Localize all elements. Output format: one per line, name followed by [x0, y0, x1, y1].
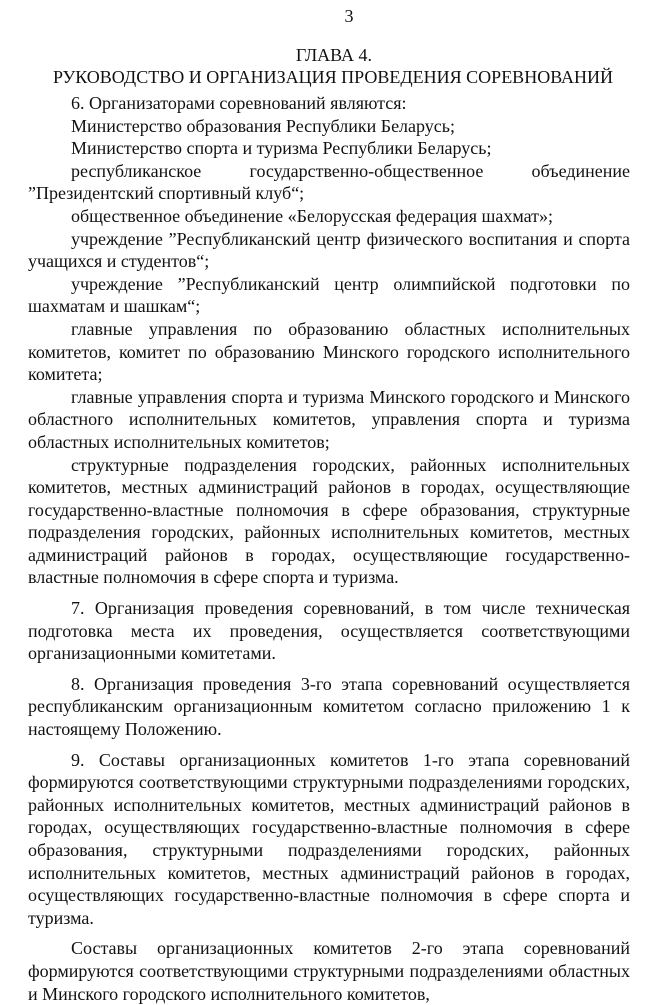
chapter-title: РУКОВОДСТВО И ОРГАНИЗАЦИЯ ПРОВЕДЕНИЯ СОРЕВНОВАНИЙ [52, 67, 614, 87]
paragraph-item-9-continued: Составы организационных комитетов 2-го этапа соревнований формируются соответствующими структурными подразделениями областных и Минского городского исполнительного комитетов, [28, 938, 630, 1004]
paragraph-structural-units: структурные подразделения городских, районных исполнительных комитетов, местных администраций районов в городах, осуществляющие государственно-властные полномочия в сфере образования, структурные подразделения городских, районных исполнительных комитетов, местных администраций районов в городах, осуществляющие государственно-властные полномочия в сфере спорта и туризма. [28, 454, 630, 588]
paragraph-item-8: 8. Организация проведения 3-го этапа соревнований осуществляется республиканским организационным комитетом согласно приложению 1 к настоящему Положению. [28, 673, 630, 740]
page-number: 3 [344, 6, 354, 26]
paragraph-item-9: 9. Составы организационных комитетов 1-го этапа соревнований формируются соответствующими структурными подразделениями городских, районных исполнительных комитетов, местных администраций районов в городах, осуществляющих государственно-властные полномочия в сфере образования, структурными подразделениями городских, районных исполнительных комитетов, местных администраций районов в городах, осуществляющих государственно-властные полномочия в сфере спорта и туризма. [28, 749, 630, 928]
paragraph-presidential-club: республиканское государственно-общественное объединение ”Президентский спортивный клуб“; [28, 160, 630, 204]
paragraph-sport-departments: главные управления спорта и туризма Минского городского и Минского областного исполнительных комитетов, управления спорта и туризма областных исполнительных комитетов; [28, 386, 630, 452]
paragraph-physical-education-center: учреждение ”Республиканский центр физического воспитания и спорта учащихся и студентов“; [28, 228, 630, 272]
paragraph-item-7: 7. Организация проведения соревнований, в том числе техническая подготовка места их проведения, осуществляется соответствующими организационными комитетами. [28, 598, 630, 664]
paragraph-organizers-intro: 6. Организаторами соревнований являются: [71, 93, 407, 113]
paragraph-ministry-education: Министерство образования Республики Беларусь; [71, 115, 455, 136]
paragraph-olympic-center: учреждение ”Республиканский центр олимпийской подготовки по шахматам и шашкам“; [28, 273, 630, 317]
paragraph-ministry-sport: Министерство спорта и туризма Республики Беларусь; [71, 138, 492, 159]
paragraph-chess-federation: общественное объединение «Белорусская федерация шахмат»; [71, 205, 554, 226]
paragraph-education-departments: главные управления по образованию областных исполнительных комитетов, комитет по образованию Минского городского исполнительного комитета; [28, 318, 630, 385]
chapter-label: ГЛАВА 4. [295, 45, 373, 65]
